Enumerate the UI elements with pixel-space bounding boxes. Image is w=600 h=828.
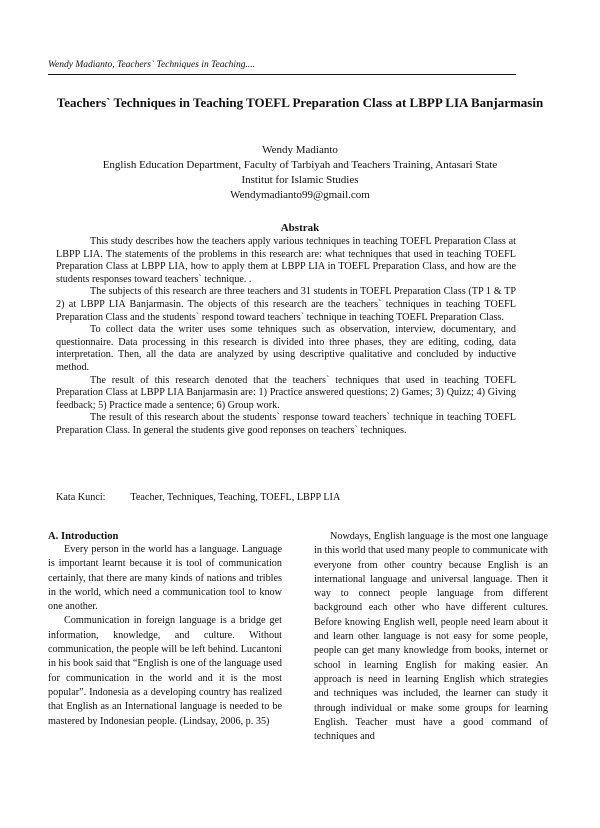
abstract-paragraph: The result of this research about the students` response toward teachers` technique in teaching TOEFL Preparation Class. In general the students give good reponses on teachers` techniques. xyxy=(56,412,516,436)
abstract-paragraph: The subjects of this research are three teachers and 31 students in TOEFL Preparation Class (TP 1 & TP 2) at LBPP LIA Banjarmasin. The objects of this research are the teachers` techniques in teaching TOEFL Preparation Class and the students` respond toward teachers` technique in teaching TOEFL Preparation Class. xyxy=(56,286,516,323)
body-paragraph: Nowdays, English language is the most one language in this world that used many people to communicate with everyone from other country because English is an international language and universal language. Then it way to connect people language from different background each other who have different cultures. Before knowing English well, people need learn about it and learn other language is not easy for some people, people can get many knowledge from books, internet or school in learning English for making easier. An approach is need in learning English which strategies and techniques was included, the learner can study it through individual or make some groups for learning English. Teacher must have a good command of techniques and xyxy=(314,531,548,743)
section-heading: A. Introduction xyxy=(48,531,119,542)
author-email: Wendymadianto99@gmail.com xyxy=(230,189,370,201)
body-paragraph: Every person in the world has a language. Language is important learnt because it is tool of communication certainly, that there are many kinds of nations and tribles in the world, which need a communication tool to know one another. xyxy=(48,544,282,613)
abstract-body xyxy=(56,236,516,438)
keywords-value: Teacher, Techniques, Teaching, TOEFL, LBPP LIA xyxy=(130,492,341,503)
body-column-right xyxy=(314,530,548,744)
affiliation-line-2: Institut for Islamic Studies xyxy=(241,174,359,186)
abstract-paragraph: To collect data the writer uses some tehniques such as observation, interview, documentary, and questionnaire. Data processing in this research is divided into three phases, they are editing, coding, data interpretation. Then, all the data are analyzed by using descriptive qualitative and concluded by inductive method. xyxy=(56,324,516,373)
abstract-paragraph: The result of this research denoted that the teachers` techniques that used in teaching TOEFL Preparation Class at LBPP LIA Banjarmasin are: 1) Practice answered questions; 2) Games; 3) Quizz; 4) Giving feedback; 5) Practice made a sentence; 6) Group work. xyxy=(56,374,516,411)
keywords-label: Kata Kunci: xyxy=(56,492,106,503)
abstract-paragraph: This study describes how the teachers apply various techniques in teaching TOEFL Preparation Class at LBPP LIA. The statements of the problems in this research are: what techniques that used in teaching TOEFL Preparation Class at LBPP LIA, how to apply them at LBPP LIA in TOEFL Preparation Class, and how are the students responses toward teachers` technique. . xyxy=(56,236,516,285)
body-column-left xyxy=(48,530,282,729)
header-rule xyxy=(48,74,516,75)
author-block xyxy=(48,143,552,203)
affiliation-line-1: English Education Department, Faculty of Tarbiyah and Teachers Training, Antasari State xyxy=(102,159,498,171)
abstract-heading: Abstrak xyxy=(280,222,320,234)
paper-title: Teachers` Techniques in Teaching TOEFL Preparation Class at LBPP LIA Banjarmasin xyxy=(56,95,544,110)
body-paragraph: Communication in foreign language is a bridge get information, knowledge, and culture. Without communication, the people will be left behind. Lucantoni in his book said that “English is one of the language used for communication in the world and it is the most popular”. Indonesia as a developing country has realized that English as an International language is needed to be mastered by Indonesian people. (Lindsay, 2006, p. 35) xyxy=(48,615,282,727)
author-name: Wendy Madianto xyxy=(262,144,338,156)
keywords xyxy=(56,492,340,503)
running-header: Wendy Madianto, Teachers` Techniques in Teaching.... xyxy=(48,60,256,70)
